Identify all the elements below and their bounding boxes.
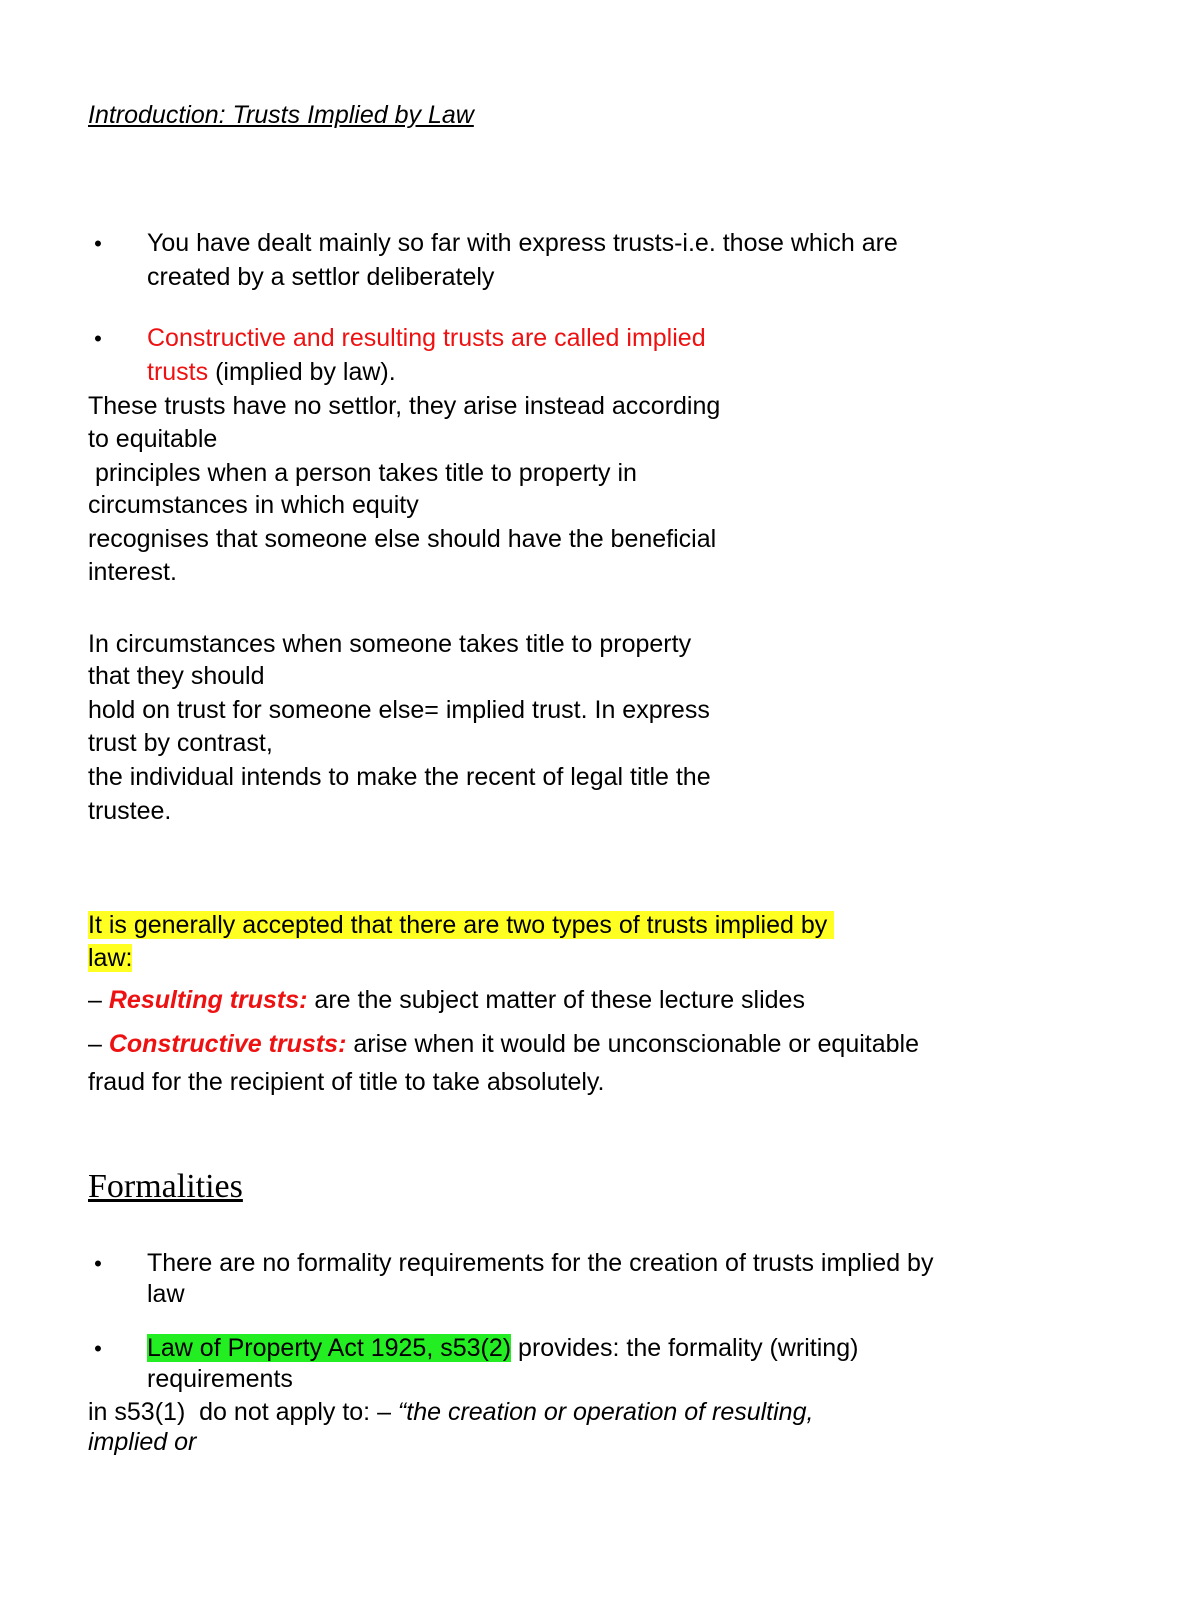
constructive-trusts-text: arise when it would be unconscionable or equitable xyxy=(346,1030,920,1058)
constructive-trusts-label: Constructive trusts: xyxy=(108,1030,347,1058)
para1-line: circumstances in which equity xyxy=(88,491,419,519)
para2-line: that they should xyxy=(88,662,265,690)
yellow-highlight: law: xyxy=(88,944,133,972)
bullet-icon: • xyxy=(94,1251,102,1276)
bullet2-line2-rest: (implied by law). xyxy=(208,358,396,386)
tail-line2: implied or xyxy=(88,1428,197,1456)
formalities-bullet2-rest: provides: the formality (writing) xyxy=(511,1334,859,1362)
section-title-intro: Introduction: Trusts Implied by Law xyxy=(88,101,474,129)
dash: – xyxy=(88,986,109,1014)
para2-line: trust by contrast, xyxy=(88,729,273,757)
para2-line: trustee. xyxy=(88,797,172,825)
bullet-icon: • xyxy=(94,326,102,351)
resulting-trusts-line xyxy=(88,988,805,1013)
highlight-line1 xyxy=(88,913,834,938)
section-title-formalities: Formalities xyxy=(88,1168,243,1205)
para1-line: recognises that someone else should have the beneficial xyxy=(88,525,717,553)
para1-line: principles when a person takes title to property in xyxy=(88,459,637,487)
para2-line: the individual intends to make the recent of legal title the xyxy=(88,763,711,791)
para1-line: These trusts have no settlor, they arise instead according xyxy=(88,392,721,420)
tail-line1-plain: in s53(1) do not apply to: – xyxy=(88,1398,398,1426)
bullet1-line1: You have dealt mainly so far with express trusts-i.e. those which are xyxy=(147,229,898,257)
para2-line: hold on trust for someone else= implied trust. In express xyxy=(88,696,710,724)
para2-line: In circumstances when someone takes title to property xyxy=(88,630,692,658)
tail-line1 xyxy=(88,1400,813,1425)
formalities-bullet1-line2: law xyxy=(147,1280,185,1308)
bullet2-line2-red: trusts xyxy=(147,358,209,386)
formalities-bullet2-line2: requirements xyxy=(147,1365,293,1393)
yellow-highlight: It is generally accepted that there are two types of trusts implied by xyxy=(88,911,835,939)
constructive-trusts-line2: fraud for the recipient of title to take absolutely. xyxy=(88,1068,605,1096)
para1-line: interest. xyxy=(88,558,177,586)
formalities-bullet1-line1: There are no formality requirements for the creation of trusts implied by xyxy=(147,1249,934,1277)
bullet-icon: • xyxy=(94,231,102,256)
bullet2-line2 xyxy=(147,360,396,385)
resulting-trusts-text: are the subject matter of these lecture slides xyxy=(307,986,805,1014)
resulting-trusts-label: Resulting trusts: xyxy=(108,986,308,1014)
tail-line1-italic: “the creation or operation of resulting, xyxy=(397,1398,814,1426)
para1-line: to equitable xyxy=(88,425,218,453)
constructive-trusts-line xyxy=(88,1032,919,1057)
bullet-icon: • xyxy=(94,1336,102,1361)
green-highlight: Law of Property Act 1925, s53(2) xyxy=(147,1334,512,1362)
bullet1-line2: created by a settlor deliberately xyxy=(147,263,495,291)
bullet2-line1: Constructive and resulting trusts are called implied xyxy=(147,324,706,352)
formalities-bullet2-line1 xyxy=(147,1336,858,1361)
dash: – xyxy=(88,1030,109,1058)
highlight-line2 xyxy=(88,946,132,971)
